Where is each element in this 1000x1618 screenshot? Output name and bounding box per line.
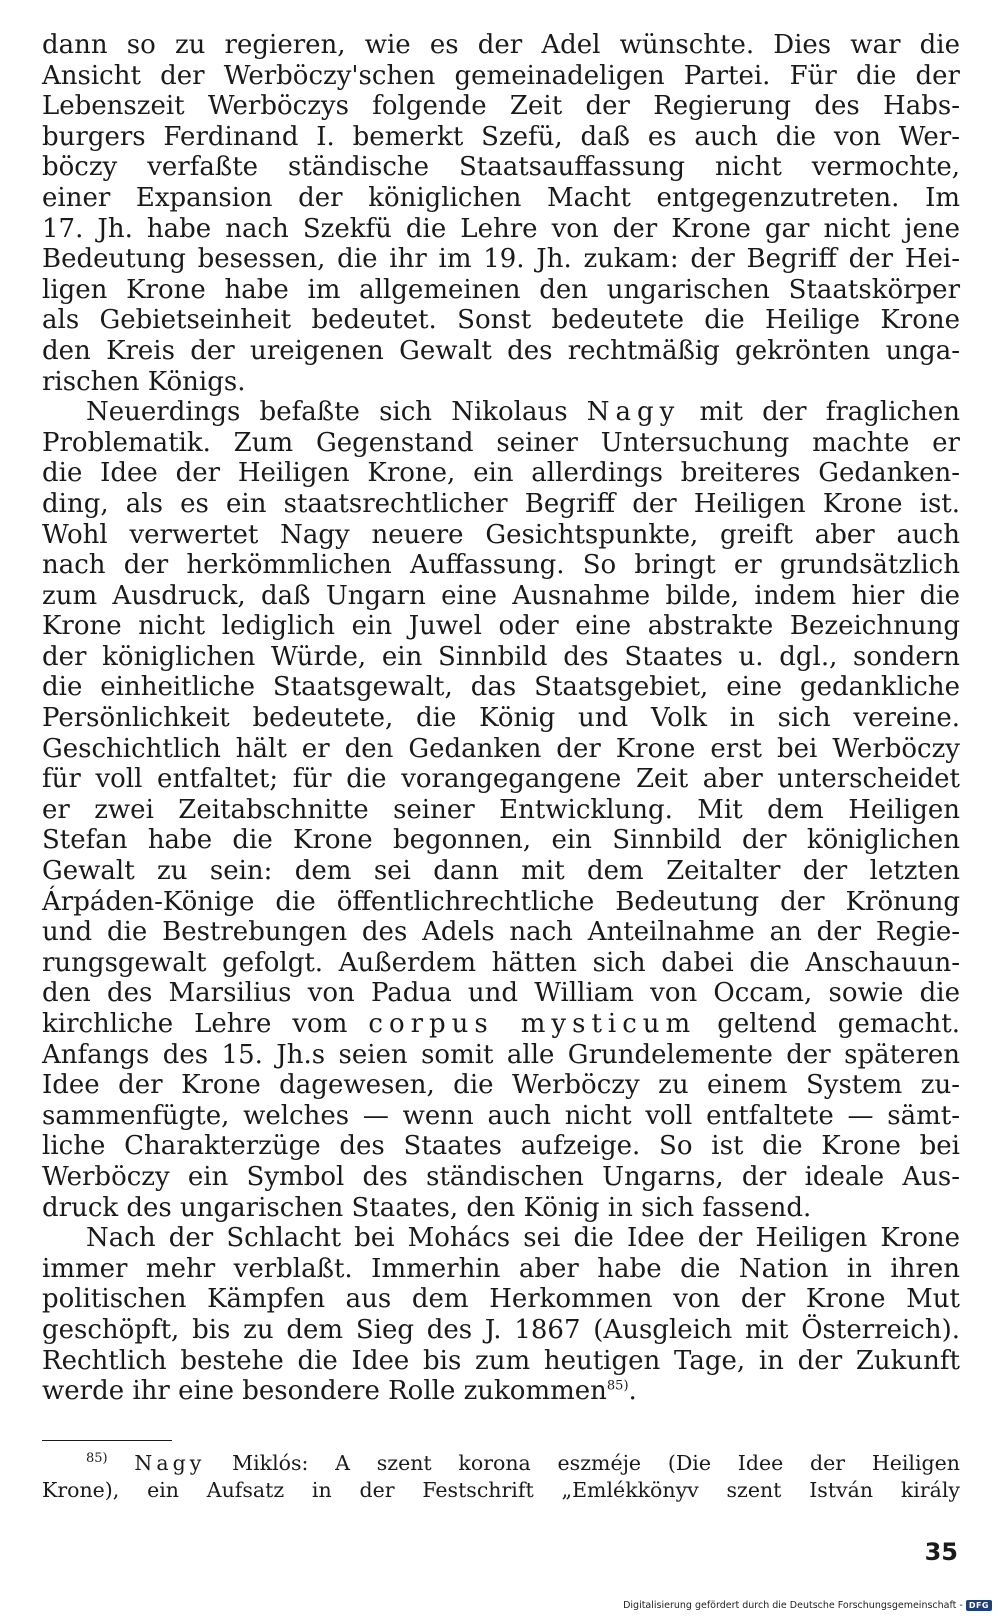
text-line: und die Bestrebungen des Adels nach Anteilnahme an der Regie- [42,917,960,948]
text-segment: kirchliche Lehre vom [42,1009,348,1039]
text-line: Rechtlich bestehe die Idee bis zum heutigen Tage, in der Zukunft [42,1345,960,1376]
text-line: rischen Königs. [42,366,246,397]
credit-text: Digitalisierung gefördert durch die Deutsche Forschungsgemeinschaft - [623,1600,963,1611]
text-line: einer Expansion der königlichen Macht entgegenzutreten. Im [42,182,960,213]
text-line: ding, als es ein staatsrechtlicher Begriff der Heiligen Krone ist. [42,488,960,519]
text-line: für voll entfaltet; für die vorangegangene Zeit aber unterscheidet [42,764,960,795]
text-line: Stefan habe die Krone begonnen, ein Sinnbild der königlichen [42,825,960,856]
text-line: Gewalt zu sein: dem sei dann mit dem Zeitalter der letzten [42,856,960,887]
text-line [42,1009,960,1040]
text-line [42,397,960,428]
footnote [42,1450,960,1504]
text-line: den des Marsilius von Padua und William von Occam, sowie die [42,978,960,1009]
footnote-line: Krone), ein Aufsatz in der Festschrift „Emlékkönyv szent István király [42,1478,960,1502]
text-line: sammenfügte, welches — wenn auch nicht voll entfaltete — sämt- [42,1100,960,1131]
footnote-author: Nagy [134,1451,206,1475]
text-line: burgers Ferdinand I. bemerkt Szefü, daß es auch die von Wer- [42,121,960,152]
digitization-credit [623,1600,992,1611]
spaced-term: corpus mysticum [368,1009,697,1039]
text-line: liche Charakterzüge des Staates aufzeige. So ist die Krone bei [42,1131,960,1162]
text-line: er zwei Zeitabschnitte seiner Entwicklung. Mit dem Heiligen [42,794,960,825]
text-line: Wohl verwertet Nagy neuere Gesichtspunkte, greift aber auch [42,519,960,550]
text-segment: . [628,1376,637,1407]
text-line: als Gebietseinheit bedeutet. Sonst bedeutete die Heilige Krone [42,305,960,336]
text-line: dann so zu regieren, wie es der Adel wünschte. Dies war die [42,30,960,60]
text-line: Bedeutung besessen, die ihr im 19. Jh. zukam: der Begriff der Hei- [42,244,960,275]
text-line: politischen Kämpfen aus dem Herkommen von der Krone Mut [42,1284,960,1315]
text-line: Nach der Schlacht bei Mohács sei die Idee der Heiligen Krone [86,1223,960,1254]
text-line: Krone nicht lediglich ein Juwel oder eine abstrakte Bezeichnung [42,611,960,642]
footnote-text: Miklós: A szent korona eszméje (Die Idee der Heiligen [232,1451,960,1475]
text-line [42,1376,960,1407]
text-segment: mit der fraglichen [699,397,961,428]
text-segment: geltend gemacht. [717,1009,961,1039]
text-line: Anfangs des 15. Jh.s seien somit alle Grundelemente der späteren [42,1039,960,1070]
text-line: zum Ausdruck, daß Ungarn eine Ausnahme bilde, indem hier die [42,580,960,611]
page-number: 35 [924,1538,958,1566]
text-line: immer mehr verblaßt. Immerhin aber habe die Nation in ihren [42,1253,960,1284]
text-line: ligen Krone habe im allgemeinen den ungarischen Staatskörper [42,274,960,305]
text-line: die Idee der Heiligen Krone, ein allerdings breiteres Gedanken- [42,458,960,489]
text-line: Werböczy ein Symbol des ständischen Ungarns, der ideale Aus- [42,1161,960,1192]
text-line: Persönlichkeit bedeutete, die König und Volk in sich vereine. [42,703,960,734]
text-line: druck des ungarischen Staates, den König in sich fassend. [42,1192,812,1223]
footnote-marker: 85) [86,1451,108,1467]
text-line: rungsgewalt gefolgt. Außerdem hätten sich dabei die Anschauun- [42,947,960,978]
footnote-line [42,1450,960,1477]
text-line: Ansicht der Werböczy'schen gemeinadeligen Partei. Für die der [42,60,960,91]
main-text [42,30,960,1407]
text-line: 17. Jh. habe nach Szekfü die Lehre von der Krone gar nicht jene [42,213,960,244]
text-line: Geschichtlich hält er den Gedanken der Krone erst bei Werböczy [42,733,960,764]
text-line: nach der herkömmlichen Auffassung. So bringt er grundsätzlich [42,550,960,581]
footnote-divider [42,1440,172,1441]
footnote-ref[interactable]: 85) [606,1378,629,1394]
text-line: den Kreis der ureigenen Gewalt des rechtmäßig gekrönten unga- [42,335,960,366]
text-line: Problematik. Zum Gegenstand seiner Untersuchung machte er [42,427,960,458]
text-line: Lebenszeit Werböczys folgende Zeit der Regierung des Habs- [42,91,960,122]
text-segment: Neuerdings befaßte sich Nikolaus [86,397,568,428]
text-line: Árpáden-Könige die öffentlichrechtliche Bedeutung der Krönung [42,886,960,917]
text-line: die einheitliche Staatsgewalt, das Staatsgebiet, eine gedankliche [42,672,960,703]
text-line: der königlichen Würde, ein Sinnbild des Staates u. dgl., sondern [42,641,960,672]
text-line: geschöpft, bis zu dem Sieg des J. 1867 (Ausgleich mit Österreich). [42,1314,960,1345]
text-segment: werde ihr eine besondere Rolle zukommen [42,1376,607,1407]
dfg-logo: DFG [966,1600,992,1611]
text-line: Idee der Krone dagewesen, die Werböczy zu einem System zu- [42,1070,960,1101]
text-line: böczy verfaßte ständische Staatsauffassung nicht vermochte, [42,152,960,183]
spaced-name: Nagy [586,397,681,428]
